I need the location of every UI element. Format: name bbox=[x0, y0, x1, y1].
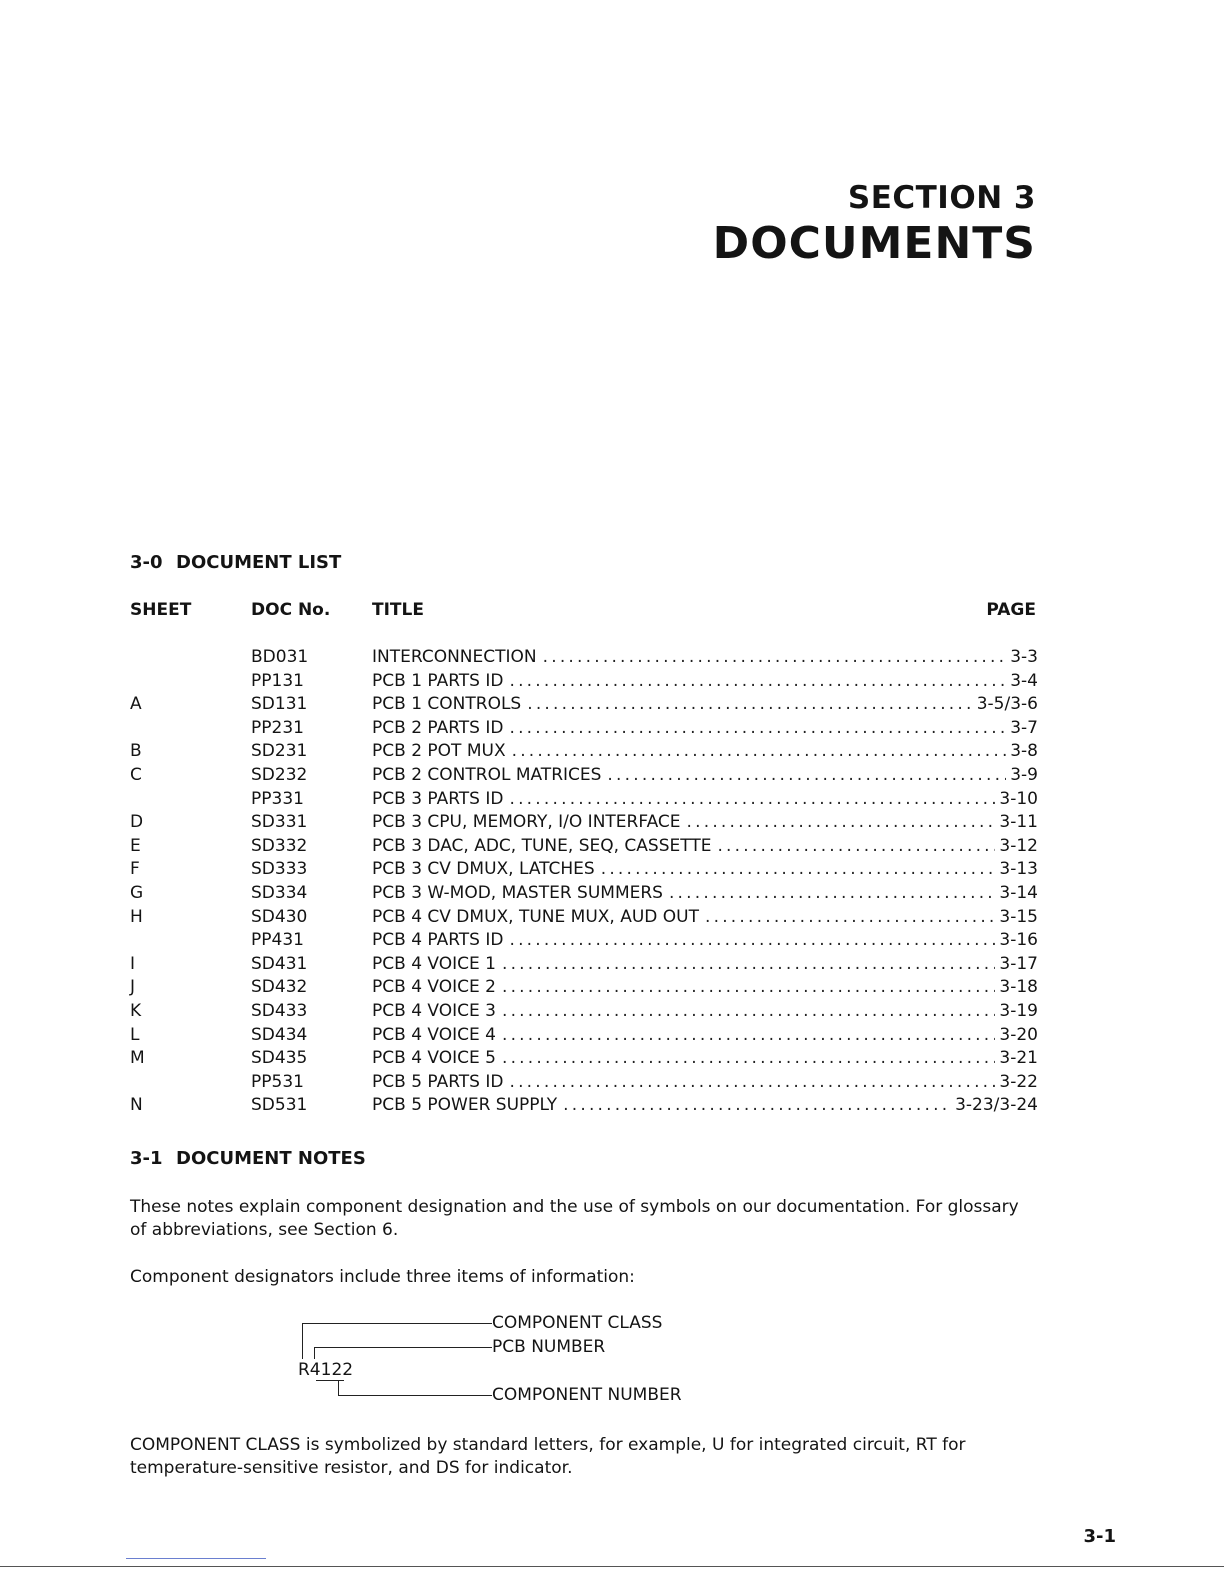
row-title-leader bbox=[372, 811, 1038, 835]
row-page: 3-11 bbox=[999, 812, 1038, 833]
row-dot-leader bbox=[601, 858, 996, 882]
row-sheet: A bbox=[130, 694, 142, 715]
row-sheet: D bbox=[130, 812, 144, 833]
row-sheet: E bbox=[130, 835, 141, 856]
class-leader-vertical bbox=[302, 1323, 303, 1359]
row-title: PCB 3 W-MOD, MASTER SUMMERS bbox=[372, 882, 663, 903]
row-title: INTERCONNECTION bbox=[372, 647, 537, 667]
row-doc-number: SD332 bbox=[251, 835, 308, 856]
row-title: PCB 4 VOICE 3 bbox=[372, 1000, 496, 1021]
col-sheet-header: SHEET bbox=[130, 600, 192, 620]
row-title-leader bbox=[372, 1000, 1038, 1024]
pcb-leader-vertical bbox=[314, 1347, 315, 1359]
row-title-leader bbox=[372, 717, 1038, 741]
row-title-leader bbox=[372, 764, 1038, 788]
table-row bbox=[130, 1024, 1038, 1048]
component-class-paragraph: COMPONENT CLASS is symbolized by standard letters, for example, U for integrated circuit, RT for temperature-sensitive resistor, and DS for indicator. bbox=[130, 1435, 966, 1478]
row-dot-leader bbox=[502, 1000, 995, 1024]
row-dot-leader bbox=[509, 929, 995, 953]
row-title: PCB 4 VOICE 2 bbox=[372, 977, 496, 998]
number-underline bbox=[316, 1380, 344, 1381]
row-title: PCB 5 PARTS ID bbox=[372, 1071, 504, 1092]
row-title-leader bbox=[372, 1047, 1038, 1071]
component-class-label: COMPONENT CLASS bbox=[492, 1313, 663, 1333]
pcb-leader-horizontal bbox=[314, 1347, 492, 1348]
row-title: PCB 3 CPU, MEMORY, I/O INTERFACE bbox=[372, 812, 681, 833]
doc-notes-title: DOCUMENT NOTES bbox=[176, 1148, 366, 1169]
row-title-leader bbox=[372, 882, 1038, 906]
doc-list-number: 3-0 bbox=[130, 552, 163, 573]
row-dot-leader bbox=[527, 693, 973, 717]
row-title-leader bbox=[372, 976, 1038, 1000]
row-page: 3-14 bbox=[999, 882, 1038, 903]
row-title-leader bbox=[372, 1024, 1038, 1048]
row-title: PCB 2 POT MUX bbox=[372, 741, 506, 762]
row-dot-leader bbox=[669, 882, 995, 906]
link-underline bbox=[126, 1558, 266, 1559]
row-sheet: B bbox=[130, 741, 142, 762]
row-doc-number: SD430 bbox=[251, 906, 308, 927]
page-number: 3-1 bbox=[1083, 1526, 1116, 1547]
row-page: 3-3 bbox=[1010, 647, 1038, 667]
row-title-leader bbox=[372, 906, 1038, 930]
row-title: PCB 1 PARTS ID bbox=[372, 670, 504, 691]
row-doc-number: SD433 bbox=[251, 1000, 308, 1021]
row-title-leader bbox=[372, 858, 1038, 882]
table-row bbox=[130, 1000, 1038, 1024]
number-leader-vertical bbox=[338, 1380, 339, 1396]
row-sheet: I bbox=[130, 953, 136, 974]
row-title-leader bbox=[372, 670, 1038, 694]
row-doc-number: PP131 bbox=[251, 670, 304, 691]
table-row bbox=[130, 764, 1038, 788]
table-row bbox=[130, 1071, 1038, 1095]
table-row bbox=[130, 929, 1038, 953]
row-title: PCB 3 DAC, ADC, TUNE, SEQ, CASSETTE bbox=[372, 835, 712, 856]
designator-example: R4122 bbox=[298, 1360, 354, 1380]
document-list-table bbox=[130, 646, 1038, 1118]
row-page: 3-9 bbox=[1010, 764, 1038, 785]
row-title-leader bbox=[372, 788, 1038, 812]
table-row bbox=[130, 835, 1038, 859]
row-title-leader bbox=[372, 740, 1038, 764]
row-title: PCB 2 PARTS ID bbox=[372, 717, 504, 738]
row-page: 3-12 bbox=[999, 835, 1038, 856]
row-sheet: J bbox=[130, 977, 136, 998]
row-title: PCB 5 POWER SUPPLY bbox=[372, 1095, 558, 1116]
row-dot-leader bbox=[607, 764, 1006, 788]
table-row bbox=[130, 788, 1038, 812]
row-page: 3-19 bbox=[999, 1000, 1038, 1021]
row-dot-leader bbox=[512, 740, 1007, 764]
row-dot-leader bbox=[717, 835, 995, 859]
row-doc-number: SD232 bbox=[251, 764, 308, 785]
doc-list-title: DOCUMENT LIST bbox=[176, 552, 342, 573]
table-row bbox=[130, 670, 1038, 694]
row-title: PCB 2 CONTROL MATRICES bbox=[372, 764, 602, 785]
doc-notes-number: 3-1 bbox=[130, 1148, 163, 1169]
row-doc-number: SD331 bbox=[251, 812, 308, 833]
row-page: 3-17 bbox=[999, 953, 1038, 974]
col-page-header: PAGE bbox=[986, 600, 1036, 620]
row-dot-leader bbox=[502, 953, 995, 977]
doc-notes-heading bbox=[130, 1148, 366, 1169]
row-doc-number: SD231 bbox=[251, 741, 308, 762]
row-dot-leader bbox=[563, 1094, 951, 1118]
row-page: 3-8 bbox=[1010, 741, 1038, 762]
row-title-leader bbox=[372, 953, 1038, 977]
row-sheet: F bbox=[130, 859, 140, 880]
pcb-number-label: PCB NUMBER bbox=[492, 1337, 606, 1357]
row-doc-number: SD131 bbox=[251, 694, 308, 715]
row-dot-leader bbox=[509, 717, 1006, 741]
row-dot-leader bbox=[502, 976, 995, 1000]
row-title-leader bbox=[372, 929, 1038, 953]
doc-list-heading bbox=[130, 552, 341, 573]
row-page: 3-20 bbox=[999, 1024, 1038, 1045]
table-row bbox=[130, 717, 1038, 741]
row-sheet: M bbox=[130, 1048, 145, 1069]
table-row bbox=[130, 811, 1038, 835]
row-page: 3-10 bbox=[999, 788, 1038, 809]
row-page: 3-16 bbox=[999, 930, 1038, 951]
row-sheet: K bbox=[130, 1000, 142, 1021]
row-sheet: C bbox=[130, 764, 142, 785]
row-title: PCB 1 CONTROLS bbox=[372, 694, 522, 715]
row-dot-leader bbox=[502, 1024, 995, 1048]
designator-diagram bbox=[290, 1310, 750, 1420]
number-leader-horizontal bbox=[338, 1395, 492, 1396]
row-sheet: N bbox=[130, 1095, 143, 1116]
row-doc-number: SD435 bbox=[251, 1048, 308, 1069]
table-row bbox=[130, 740, 1038, 764]
row-dot-leader bbox=[502, 1047, 995, 1071]
row-title: PCB 4 VOICE 4 bbox=[372, 1024, 496, 1045]
row-title-leader bbox=[372, 1094, 1038, 1118]
table-row bbox=[130, 1047, 1038, 1071]
row-doc-number: SD333 bbox=[251, 859, 308, 880]
table-row bbox=[130, 882, 1038, 906]
class-leader-horizontal bbox=[302, 1323, 492, 1324]
row-dot-leader bbox=[509, 788, 995, 812]
row-doc-number: SD432 bbox=[251, 977, 308, 998]
row-dot-leader bbox=[543, 646, 1007, 670]
row-doc-number: BD031 bbox=[251, 647, 309, 667]
section-title: DOCUMENTS bbox=[712, 218, 1036, 269]
row-page: 3-23/3-24 bbox=[955, 1095, 1038, 1116]
col-docno-header: DOC No. bbox=[251, 600, 331, 620]
row-page: 3-18 bbox=[999, 977, 1038, 998]
row-page: 3-7 bbox=[1010, 717, 1038, 738]
component-number-label: COMPONENT NUMBER bbox=[492, 1385, 682, 1405]
section-label: SECTION 3 bbox=[847, 180, 1036, 216]
row-title: PCB 4 PARTS ID bbox=[372, 930, 504, 951]
row-dot-leader bbox=[687, 811, 996, 835]
row-doc-number: PP531 bbox=[251, 1071, 304, 1092]
row-title: PCB 3 PARTS ID bbox=[372, 788, 504, 809]
row-title-leader bbox=[372, 693, 1038, 717]
row-dot-leader bbox=[509, 1071, 995, 1095]
page-bottom-rule bbox=[0, 1566, 1224, 1567]
row-sheet: H bbox=[130, 906, 143, 927]
row-doc-number: PP431 bbox=[251, 930, 304, 951]
row-doc-number: SD431 bbox=[251, 953, 308, 974]
row-dot-leader bbox=[509, 670, 1006, 694]
row-page: 3-5/3-6 bbox=[976, 694, 1038, 715]
row-doc-number: SD434 bbox=[251, 1024, 308, 1045]
row-doc-number: SD334 bbox=[251, 882, 308, 903]
row-doc-number: SD531 bbox=[251, 1095, 308, 1116]
table-row bbox=[130, 646, 1038, 670]
notes-intro-paragraph: These notes explain component designation and the use of symbols on our documentation. For glossary of abbreviations, see Section 6. bbox=[130, 1197, 1019, 1240]
row-title: PCB 4 VOICE 5 bbox=[372, 1048, 496, 1069]
row-page: 3-21 bbox=[999, 1048, 1038, 1069]
row-sheet: G bbox=[130, 882, 144, 903]
row-title-leader bbox=[372, 1071, 1038, 1095]
row-title-leader bbox=[372, 835, 1038, 859]
row-page: 3-13 bbox=[999, 859, 1038, 880]
row-page: 3-22 bbox=[999, 1071, 1038, 1092]
row-title: PCB 4 CV DMUX, TUNE MUX, AUD OUT bbox=[372, 906, 699, 927]
designator-intro-paragraph: Component designators include three items of information: bbox=[130, 1267, 635, 1287]
row-page: 3-4 bbox=[1010, 670, 1038, 691]
row-doc-number: PP331 bbox=[251, 788, 304, 809]
table-row bbox=[130, 953, 1038, 977]
row-page: 3-15 bbox=[999, 906, 1038, 927]
row-title-leader bbox=[372, 646, 1038, 670]
row-sheet: L bbox=[130, 1024, 140, 1045]
row-doc-number: PP231 bbox=[251, 717, 304, 738]
col-title-header: TITLE bbox=[372, 600, 424, 620]
table-row bbox=[130, 858, 1038, 882]
table-row bbox=[130, 976, 1038, 1000]
row-title: PCB 4 VOICE 1 bbox=[372, 953, 496, 974]
table-row bbox=[130, 906, 1038, 930]
table-row bbox=[130, 693, 1038, 717]
table-row bbox=[130, 1094, 1038, 1118]
row-title: PCB 3 CV DMUX, LATCHES bbox=[372, 859, 595, 880]
row-dot-leader bbox=[705, 906, 995, 930]
